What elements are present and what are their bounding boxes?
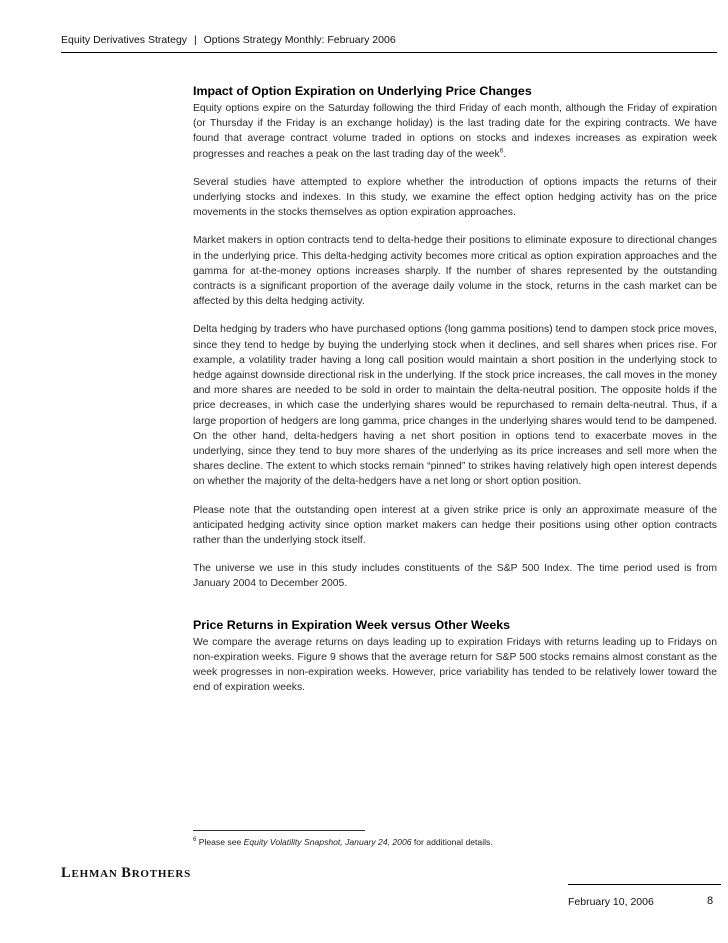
section-heading-price-returns: Price Returns in Expiration Week versus Other Weeks [193, 617, 511, 632]
page-number: 8 [707, 895, 714, 907]
footnote-reference: Equity Volatility Snapshot, January 24, 2006 [243, 837, 412, 847]
article-body [193, 84, 717, 709]
paragraph: Please note that the outstanding open interest at a given strike price is only an approximate measure of the anticipated hedging activity since option market makers can hedge their positions using other option contracts rather than the underlying stock itself. [193, 504, 717, 547]
header-publication: Options Strategy Monthly: February 2006 [203, 34, 396, 46]
paragraph: Delta hedging by traders who have purchased options (long gamma positions) tend to dampen stock price moves, since they tend to hedge by buying the underlying stock when it declines, and sell shares when prices rise. For example, a volatility trader having a long call position would maintain a short position in the underlying stock to hedge against downside directional risk in the underlying. If the stock price increases, the call moves in the money and more shares are needed to be sold in order to maintain the delta-neutral position. The opposite holds if the price decreases, in which case the underlying shares would be repurchased to remain delta-neutral. Thus, if a large proportion of hedgers are long gamma, price changes in the underlying shares would tend to be dampened. On the other hand, delta-hedgers having a net short position in options tend to exacerbate moves in the underlying, since they tend to buy more shares of the underlying as its price increases and sell more when the shares decline. The extent to which stocks remain “pinned” to strikes having relatively high open interest depends on whether the majority of the delta-hedgers have a net long or short option position. [193, 324, 717, 488]
section-heading-expiration-impact: Impact of Option Expiration on Underlying Price Changes [193, 84, 532, 98]
footnote-rule [193, 830, 365, 831]
paragraph: The universe we use in this study includes constituents of the S&P 500 Index. The time period used is from January 2004 to December 2005. [193, 563, 717, 590]
lehman-brothers-logo: LEHMAN BROTHERS [61, 865, 192, 881]
running-header [61, 34, 396, 46]
footnote-marker: 6 [499, 147, 504, 155]
footnote-number: 6 [193, 837, 197, 844]
footer-rule [568, 884, 721, 885]
paragraph: Market makers in option contracts tend to delta-hedge their positions to eliminate exposure to directional changes in the underlying price. This delta-hedging activity becomes more critical as option expiration approaches and the gamma for at-the-money options increases sharply. If the number of shares represented by the outstanding contracts is a significant proportion of the average daily volume in the stock, returns in the cash market can be affected by this delta hedging activity. [193, 235, 717, 308]
publication-date: February 10, 2006 [568, 896, 654, 908]
header-section: Equity Derivatives Strategy [61, 34, 188, 46]
footnote: $^6$ Please see Equity Volatility Snapshot, January 24, 2006 for additional details. [193, 837, 493, 847]
paragraph: We compare the average returns on days leading up to expiration Fridays with returns leading up to Fridays on non-expiration weeks. Figure 9 shows that the average return for S&P 500 stocks remains almost constant as the week progresses in non-expiration weeks. However, price variability has tended to be relatively lower toward the end of expiration weeks. [193, 636, 717, 694]
paragraph: Equity options expire on the Saturday following the third Friday of each month, although the Friday of expiration (or Thursday if the Friday is an exchange holiday) is the last trading date for the expiring contracts. We have found that average contract volume traded in options on stocks and indexes increases as expiration week progresses and reaches a peak on the last trading day of the week$^6$. [193, 103, 717, 160]
header-rule [61, 52, 717, 53]
header-separator: | [193, 34, 197, 46]
paragraph: Several studies have attempted to explore whether the introduction of options impacts the returns of their underlying stocks and indexes. In this study, we examine the effect option hedging activity has on the price movements in the stocks themselves as option expiration approaches. [193, 176, 717, 219]
